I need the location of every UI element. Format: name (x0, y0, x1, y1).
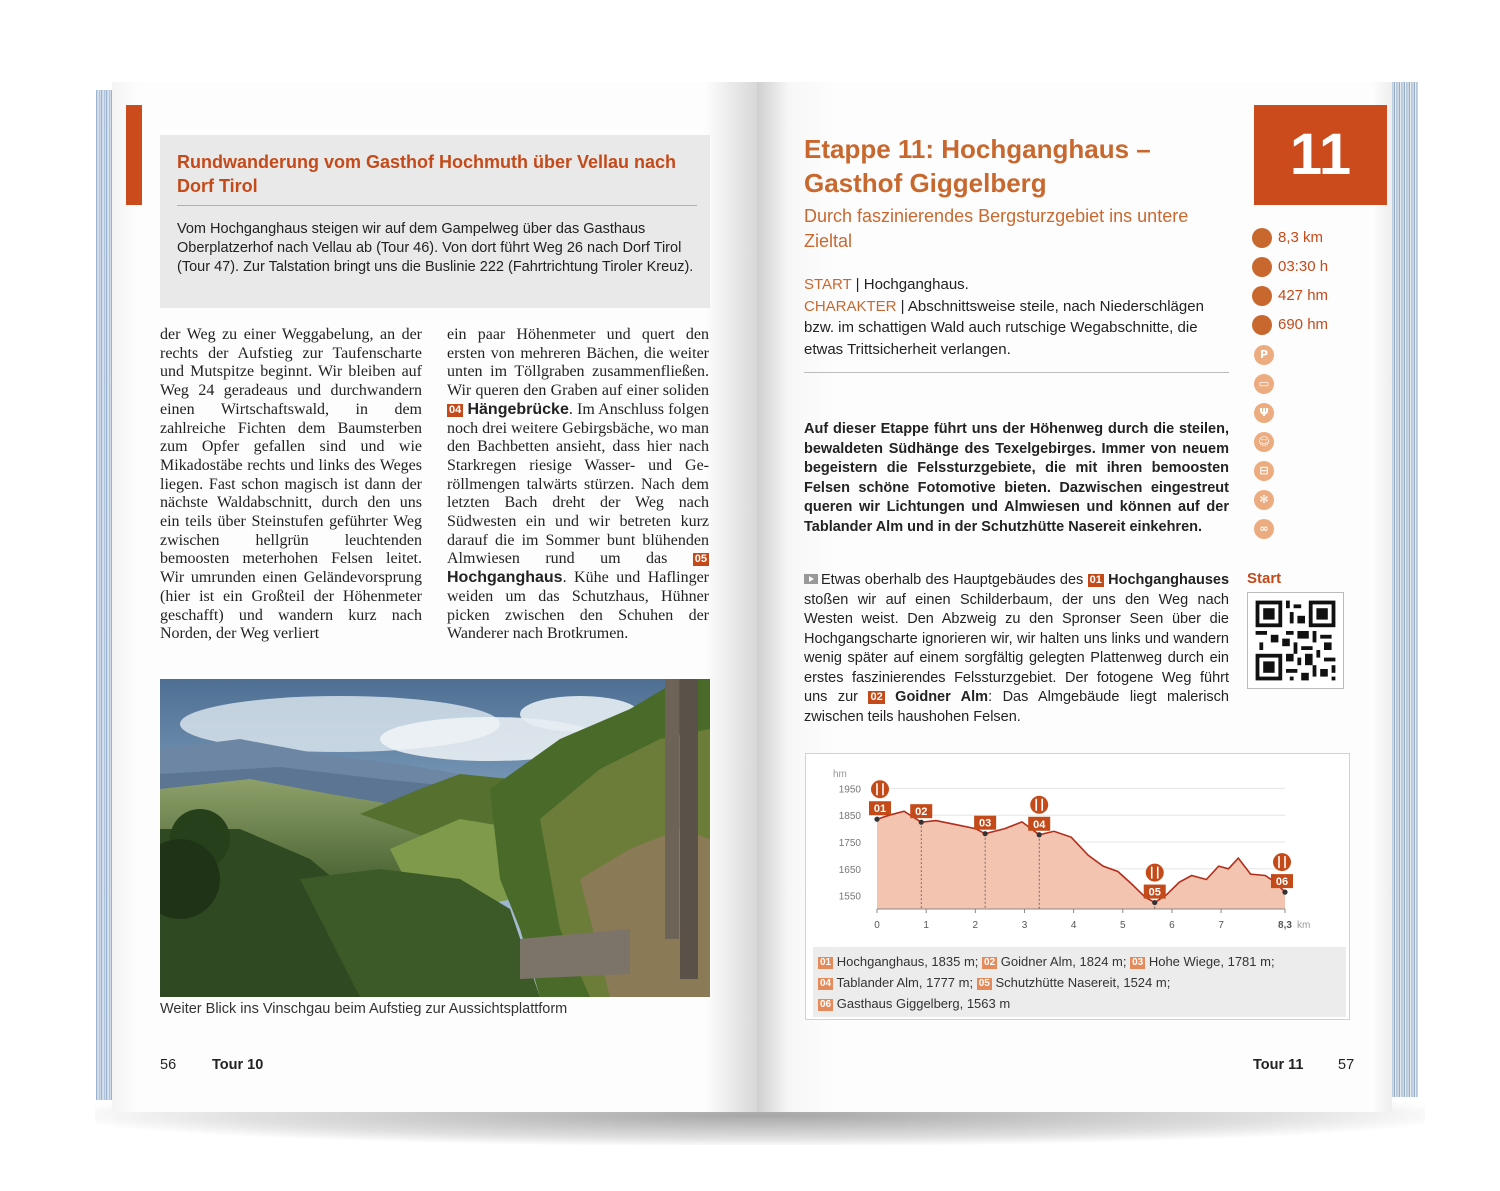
x-tick-label: 0 (874, 920, 880, 931)
waypoint-label: 06 (1275, 876, 1289, 889)
facts-block: START | Hochganghaus. CHARAKTER | Abschnittsweise steile, nach Niederschlägen bzw. im schattigen Wald auch rutschige Wegabschnitte, die etwas Trittsicherheit verlangen. (804, 276, 1204, 358)
stat-distance: 8,3 km (1252, 227, 1372, 251)
stat-ascent: 427 hm (1252, 285, 1372, 309)
charakter-text: Abschnittsweise steile, nach Niederschlägen bzw. im schattigen Wald auch rutschige Wegabschnitte, die etwas Trittsicherheit verlangen. (804, 297, 1204, 358)
waypoint-badge: 05 (694, 553, 707, 566)
legend-text: Schutzhütte Nasereit, 1524 m; (991, 975, 1171, 990)
running-footer-right: Tour 11 (1253, 1057, 1304, 1073)
waypoint-dot (1282, 890, 1287, 895)
text-segment: . Kühe und Haflinger weiden um das Schutzhaus, Hühner picken zwischen den Schuhen der Wanderer nach Brotkrumen. (447, 569, 709, 643)
running-footer-left: Tour 10 (212, 1057, 264, 1073)
legend-text: Tablander Alm, 1777 m; (833, 975, 977, 990)
legend-row (818, 972, 1343, 993)
y-axis-label: hm (833, 769, 847, 780)
legend-row (818, 951, 1343, 972)
legend-text: Hohe Wiege, 1781 m; (1145, 954, 1275, 969)
y-tick-label: 1950 (838, 784, 861, 796)
x-tick-label: 7 (1218, 920, 1224, 931)
qr-code[interactable] (1247, 592, 1344, 689)
landscape-photo (160, 679, 710, 997)
page-number-left: 56 (160, 1057, 177, 1073)
x-tick-label: 2 (972, 920, 979, 931)
legend-row (818, 993, 1343, 1014)
bike-icon: ∞ (1254, 519, 1274, 539)
play-arrow-icon (804, 574, 818, 584)
text-segment: Etwas oberhalb des Hauptgebäudes des (821, 572, 1088, 588)
stage-title-line-2: Gasthof Giggelberg (804, 168, 1047, 198)
winter-icon: ✻ (1254, 490, 1274, 510)
waypoint-dot (983, 831, 988, 836)
restaurant-icon (1030, 796, 1048, 814)
photo-caption: Weiter Blick ins Vinschgau beim Aufstieg zur Aussichtsplattform (160, 1001, 568, 1017)
chapter-tab (126, 105, 142, 205)
stat-descent: 690 hm (1252, 314, 1372, 338)
y-tick-label: 1850 (838, 811, 861, 823)
legend-text: Gasthaus Giggelberg, 1563 m (833, 996, 1011, 1011)
restaurant-icon (1146, 864, 1164, 882)
waypoint-label: 01 (873, 803, 887, 816)
elevation-chart (805, 753, 1348, 943)
facts-divider (804, 372, 1229, 373)
y-tick-label: 1550 (838, 891, 861, 903)
waypoint-dot (919, 820, 924, 825)
profile-area (877, 811, 1285, 909)
legend-badge: 01 (820, 957, 832, 968)
waypoint-name: Hängebrücke (467, 400, 569, 418)
waypoint-name: Hochganghaus (447, 569, 563, 587)
legend-badge: 06 (820, 999, 832, 1010)
book-edge-right (1390, 82, 1418, 1097)
distance-icon (1252, 228, 1272, 248)
stat-time: 03:30 h (1252, 256, 1372, 280)
bus-icon: ▭ (1254, 374, 1274, 394)
waypoint-badge: 02 (870, 691, 883, 703)
text-segment: stoßen wir auf einen Schilderbaum, der uns den Weg nach Westen weist. Den Abzweig zu den Spronser Seen über die Hochgangscharte ignorieren wir, wir halten uns links und wandern wenig später auf einem sorgfältig gelegten Plattenweg durch ein erstes faszinierendes Felssturzgebiet. Der fotogene Weg führt uns zur (804, 591, 1229, 705)
stage-title-line-1: Etappe 11: Hochganghaus – (804, 134, 1151, 164)
x-tick-label: 5 (1120, 920, 1126, 931)
restaurant-icon (871, 780, 889, 798)
charakter-label: CHARAKTER (804, 297, 897, 315)
waypoint-legend (818, 951, 1343, 1014)
lead-paragraph: Auf dieser Etappe führt uns der Höhenweg durch die steilen, bewaldeten Südhänge des Texelgebirges. Immer von neuem begeistern die Felssturzgebiete, die mit ihren bemoosten Felsen schöne Fotomotive bieten. Dazwischen eingestreut queren wir Lichtungen und Almwiesen und können auf der Tablander Alm und in der Schutzhütte Nasereit einkehren. (804, 421, 1229, 535)
waypoint-badge: 01 (1089, 574, 1102, 586)
waypoint-dot (1037, 832, 1042, 837)
x-tick-label: 6 (1169, 920, 1175, 931)
text-column-2 (447, 326, 709, 644)
clock-icon (1252, 257, 1272, 277)
start-text: Hochganghaus. (863, 276, 969, 293)
info-box-text: Vom Hochganghaus steigen wir auf dem Gampelweg über das Gasthaus Oberplatzerhof nach Vellau ab (Tour 46). Von dort führt Weg 26 nach Dorf Tirol (Tour 47). Zur Talstation bringt uns die Buslinie 222 (Fahrtrichtung Tiroler Kreuz). (177, 221, 694, 275)
start-label: START (804, 276, 852, 293)
legend-badge: 03 (1132, 957, 1144, 968)
legend-text: Goidner Alm, 1824 m; (997, 954, 1131, 969)
waypoint-dot (874, 817, 879, 822)
descent-icon (1252, 315, 1272, 335)
waypoint-label: 03 (979, 817, 992, 830)
parking-icon: P (1254, 345, 1274, 365)
x-tick-label: 3 (1021, 920, 1028, 931)
stage-subtitle: Durch faszinierendes Bergsturzgebiet ins untere Zieltal (804, 206, 1189, 251)
x-tick-label: 1 (923, 920, 929, 931)
stage-title (804, 132, 1224, 200)
cable-car-icon: ⊟ (1254, 461, 1274, 481)
info-box-title: Rundwanderung vom Gasthof Hochmuth über Vellau nach Dorf Tirol (177, 152, 677, 196)
ascent-icon (1252, 286, 1272, 306)
page-number-right: 57 (1338, 1057, 1355, 1073)
y-tick-label: 1750 (838, 838, 861, 849)
x-tick-label: 4 (1070, 920, 1077, 931)
x-axis-label: km (1297, 920, 1311, 931)
text-segment: : Das Almgebäude liegt malerisch zwischen teils haushohen Felsen. (804, 689, 1229, 725)
restaurant-icon (1273, 853, 1291, 871)
x-tick-label: 8,3 (1278, 920, 1292, 931)
text-segment: ein paar Höhenmeter und quert den ersten von mehreren Bächen, die weiter unten im Töllgraben zusammenfließen. Wir queren den Graben auf einer soliden (447, 326, 709, 400)
waypoint-badge: 04 (449, 403, 462, 416)
waypoint-label: 04 (1033, 818, 1046, 831)
route-description (804, 571, 1229, 727)
waypoint-label: 02 (915, 806, 928, 819)
text-segment: . Im Anschluss folgen noch drei weitere Gebirgsbäche, wo man den Bachbetten ansieht, dass hier nach Starkregen riesige Wasser- und Geröllmengen talwärts stürzen. Nach dem letzten Bach dreht der Weg nach Südwesten ein und wir betreten kurz darauf die im Sommer bunt blühenden Almwiesen rund um das (447, 400, 710, 568)
legend-badge: 04 (820, 978, 832, 989)
tour-number-box: 11 (1254, 105, 1387, 205)
restaurant-icon: Ψ (1254, 403, 1274, 423)
waypoint-dot (1152, 900, 1157, 905)
qr-start-label: Start (1247, 570, 1282, 587)
legend-badge: 02 (984, 957, 996, 968)
family-icon: ☺ (1254, 432, 1274, 452)
legend-text: Hochganghaus, 1835 m; (833, 954, 983, 969)
y-tick-label: 1650 (838, 864, 861, 876)
info-box-divider (177, 205, 697, 206)
waypoint-name: Goidner Alm (895, 689, 989, 705)
text-column-1: der Weg zu einer Weggabelung, an der rechts der Aufstieg zur Taufenscharte und Mutspitze beginnt. Wir bleiben auf Weg 24 geradeaus und durchwandern einen Wirtschaftswald, in dem zahlreiche Fichten dem Baumsterben zum Opfer gefallen sind und wie Mikadostäbe rechts und links des Weges liegen. Fast schon magisch ist dann der nächste Waldabschnitt, durch den uns ein teils über Steinstufen geführter Weg zwischen hellgrün leuchtenden bemoosten meterhohen Felsen leitet. Wir umrunden einen Geländevorsprung (hier ist ein Großteil der Höhenmeter geschafft) und wandern kurz nach Norden, der Weg verliert (160, 326, 422, 643)
waypoint-name: Hochganghauses (1108, 572, 1230, 588)
legend-badge: 05 (978, 978, 990, 989)
waypoint-label: 05 (1148, 886, 1161, 899)
